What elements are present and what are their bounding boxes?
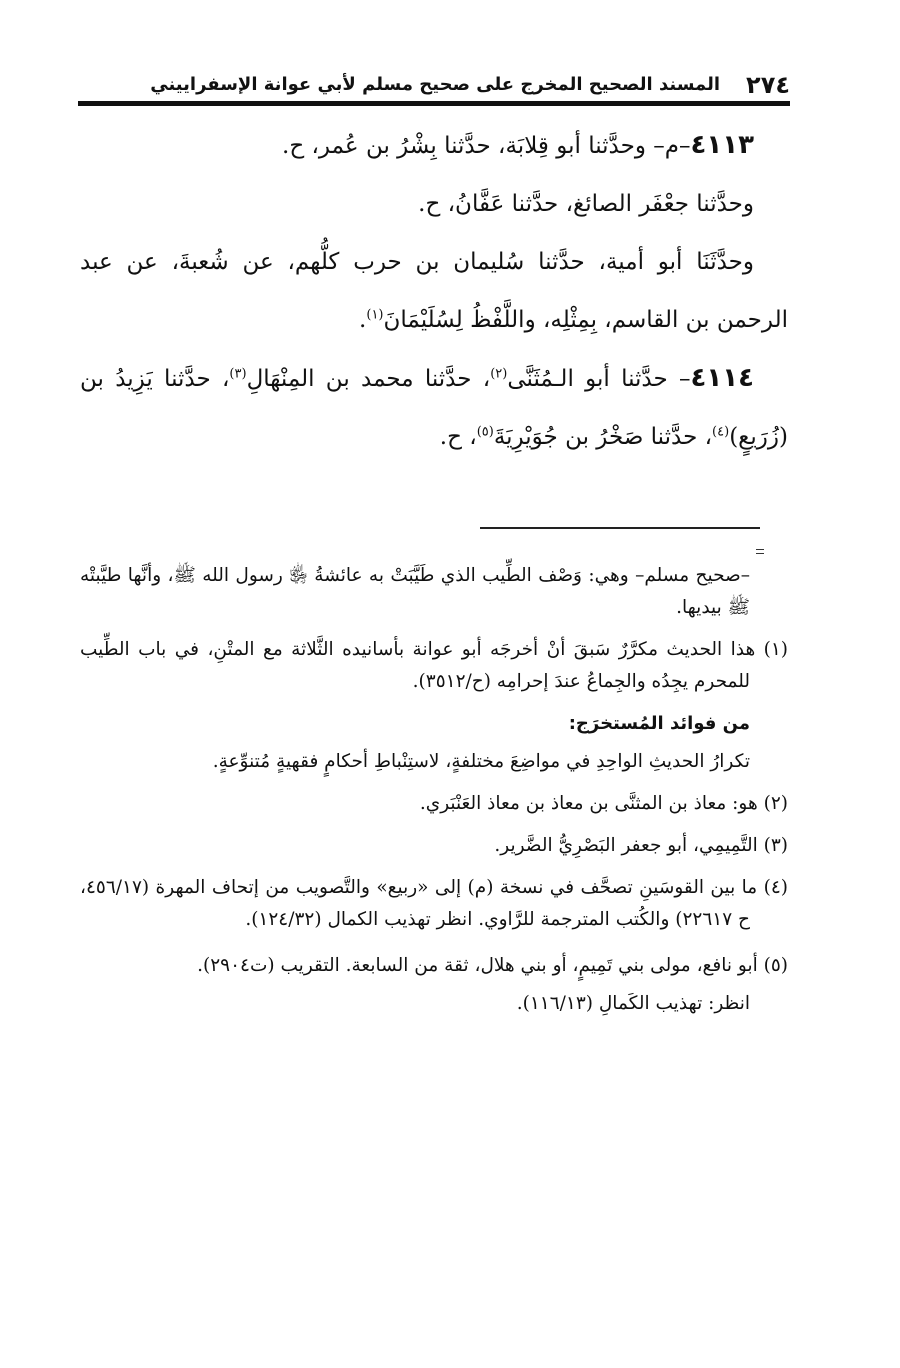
benefits-heading: من فوائد المُستخرَج: <box>568 713 750 734</box>
footnote-5-continuation: انظر: تهذيب الكَمالِ (١١٦/١٣). <box>516 993 750 1014</box>
hadith-4113-isnad-3 <box>80 233 788 349</box>
continuation-mark <box>756 553 764 554</box>
sentence-end: . <box>359 307 367 333</box>
benefits-text: تكرارُ الحديثِ الواحِدِ في مواضِعَ مختلفةٍ، لاستِنْباطِ أحكامٍ فقهيةٍ مُتنوِّعةٍ. <box>212 751 750 772</box>
hadith-4114-text-2: ، حدَّثنا محمد بن المِنْهَالِ <box>246 366 491 392</box>
hadith-4114 <box>80 349 788 466</box>
hadith-4114-text-5: ، ح. <box>439 424 477 450</box>
footnote-1: (١) هذا الحديث مكرَّرٌ سَبقَ أنْ أخرجَه أبو عوانة بأسانيده الثَّلاثة مع المتْنِ، في باب الطِّيب للمحرم يجِدُه والجِماعُ عندَ إحرامِه (ح/٣٥١٢). <box>80 639 788 692</box>
footnote-ref-1[interactable]: (١) <box>366 307 384 323</box>
hadith-4114-text-1: – حدَّثنا أبو الـمُثَنَّى <box>507 366 691 392</box>
footnote-5: (٥) أبو نافع، مولى بني تَمِيمٍ، أو بني هلال، ثقة من السابعة. التقريب (ت٢٩٠٤). <box>197 955 788 976</box>
footnote-ref-4[interactable]: (٤) <box>712 424 730 440</box>
hadith-4114-text-4: ، حدَّثنا صَخْرُ بن جُوَيْرِيَةَ <box>493 424 713 450</box>
main-text <box>80 116 788 466</box>
page-header <box>78 66 790 100</box>
footnote-2: (٢) هو: معاذ بن المثنَّى بن معاذ بن معاذ العَنْبَري. <box>419 793 788 814</box>
hadith-4113-isnad-2: وحدَّثنا جعْفَر الصائغ، حدَّثنا عَفَّانُ، ح. <box>418 191 754 217</box>
footnote-ref-2[interactable]: (٢) <box>490 366 508 382</box>
page-number: ٢٧٤ <box>746 71 790 99</box>
header-rule <box>78 101 790 106</box>
footnote-3: (٣) التَّمِيمِي، أبو جعفر البَصْرِيُّ الضَّرير. <box>494 835 788 856</box>
hadith-4113-isnad-1 <box>80 116 788 175</box>
footnote-ref-5[interactable]: (٥) <box>476 424 494 440</box>
footnote-separator <box>480 527 760 529</box>
hadith-number-4113: ٤١١٣ <box>690 130 754 160</box>
footnote-continuation: –صحيح مسلم– وهي: وَصْف الطِّيب الذي طَيَّبَتْ به عائشةُ ﵂ رسول الله ﷺ، وأنَّها طيَّبتْه ﷺ بيديها. <box>80 565 750 618</box>
footnote-ref-3[interactable]: (٣) <box>229 366 247 382</box>
footnote-4: (٤) ما بين القوسَينِ تصحَّف في نسخة (م) إلى «ربيع» والتَّصويب من إتحاف المهرة (٤٥٦/١٧، ح ٢٢٦١٧) والكُتب المترجمة للرَّاوي. انظر تهذيب الكمال (١٢٤/٣٢). <box>80 877 788 930</box>
hadith-4114-text-3: ، حدَّثنا يَزِيدُ بن (زُرَيعٍ) <box>80 366 788 450</box>
hadith-4113-line-1: –م– وحدَّثنا أبو قِلابَة، حدَّثنا بِشْرُ بن عُمر، ح. <box>282 133 691 159</box>
continuation-mark <box>756 549 764 550</box>
running-title: المسند الصحيح المخرج على صحيح مسلم لأبي عوانة الإسفراييني <box>150 74 721 95</box>
hadith-4113-line-3: وحدَّثَنَا أبو أمية، حدَّثنا سُليمان بن حرب كلُّهم، عن شُعبةَ، عن عبد الرحمن بن القاسم، بِمِثْلِه، واللَّفْظُ لِسُلَيْمَانَ <box>80 249 788 333</box>
hadith-number-4114: ٤١١٤ <box>690 363 754 393</box>
footnotes <box>80 560 788 1020</box>
